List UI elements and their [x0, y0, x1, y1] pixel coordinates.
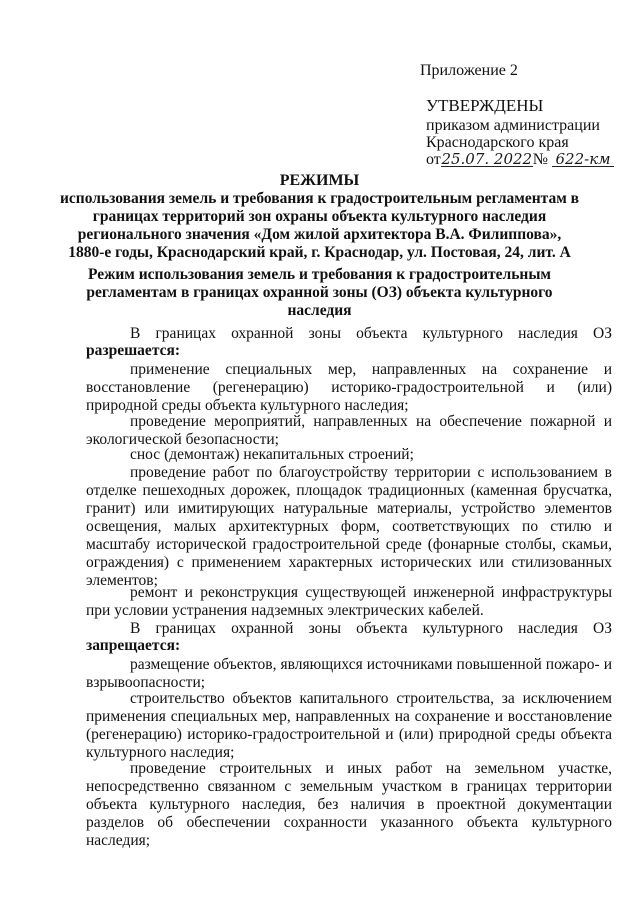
permitted-item-3: снос (демонтаж) некапитальных строений; — [130, 446, 414, 463]
permitted-intro: В границах охранной зоны объекта культурного наследия ОЗ — [130, 325, 612, 342]
permitted-item-2: проведение мероприятий, направленных на обеспечение пожарной и экологической безопасности; — [86, 413, 612, 448]
handwritten-date: 25.07. 2022 — [441, 150, 533, 168]
permitted-item-1: применение специальных мер, направленных на сохранение и восстановление (регенерацию) историко-градостроительной и (или) природной среды объекта культурного наследия; — [86, 361, 612, 414]
prohibited-item-1: размещение объектов, являющихся источниками повышенной пожаро- и взрывоопасности; — [86, 656, 612, 691]
ot-label: от — [426, 151, 441, 168]
subtitle-line-1: Режим использования земель и требования к градостроительным — [87, 266, 551, 283]
document-title: РЕЖИМЫ — [279, 172, 360, 189]
prohibited-item-3: проведение строительных и иных работ на земельном участке, непосредственно связанном с земельным участком в границах территории объекта культурного наследия, без наличия в проектной документации разделов об обеспечении сохранности указанного объекта культурного наследия; — [86, 760, 612, 849]
prohibited-item-2: строительство объектов капитального строительства, за исключением применения специальных мер, направленных на сохранение и восстановление (регенерацию) историко-градостроительной и (или) природной среды объекта культурного наследия; — [86, 690, 612, 761]
permitted-word: разрешается — [86, 342, 175, 359]
approved-label: УТВЕРЖДЕНЫ — [426, 96, 544, 115]
subtitle-line-3: наследия — [287, 302, 352, 319]
title-line-4: 1880-е годы, Краснодарский край, г. Краснодар, ул. Постовая, 24, лит. А — [68, 244, 571, 261]
order-line-1: приказом администрации — [426, 117, 600, 134]
order-line-2: Краснодарского края — [426, 134, 569, 151]
subtitle-line-2: регламентам в границах охранной зоны (ОЗ) объекта культурного — [86, 284, 553, 301]
title-line-2: границах территорий зон охраны объекта культурного наследия — [92, 208, 547, 225]
appendix-label: Приложение 2 — [420, 62, 518, 79]
handwritten-number: 622-км — [552, 152, 614, 167]
title-line-1: использования земель и требования к градостроительным регламентам в — [59, 190, 580, 207]
prohibited-heading — [86, 637, 612, 655]
prohibited-intro: В границах охранной зоны объекта культурного наследия ОЗ — [130, 620, 612, 637]
permitted-heading — [86, 342, 612, 360]
prohibited-word: запрещается — [86, 637, 175, 654]
permitted-colon: : — [174, 342, 181, 359]
prohibited-colon: : — [175, 637, 181, 654]
permitted-item-4: проведение работ по благоустройству территории с использованием в отделке пешеходных дорожек, площадок традиционных (каменная брусчатка, гранит) или имитирующих натуральные материалы, устройство элементов освещения, малых архитектурных форм, соответствующих по стилю и масштабу исторической градостроительной среде (фонарные столбы, скамьи, ограждения) с применением характерных исторических или стилизованных элементов; — [86, 464, 612, 589]
title-line-3: регионального значения «Дом жилой архитектора В.А. Филиппова», — [77, 226, 562, 243]
number-sign: № — [532, 151, 549, 168]
order-date-line — [426, 151, 614, 169]
permitted-item-5: ремонт и реконструкция существующей инженерной инфраструктуры при условии устранения надземных электрических кабелей. — [86, 584, 612, 619]
